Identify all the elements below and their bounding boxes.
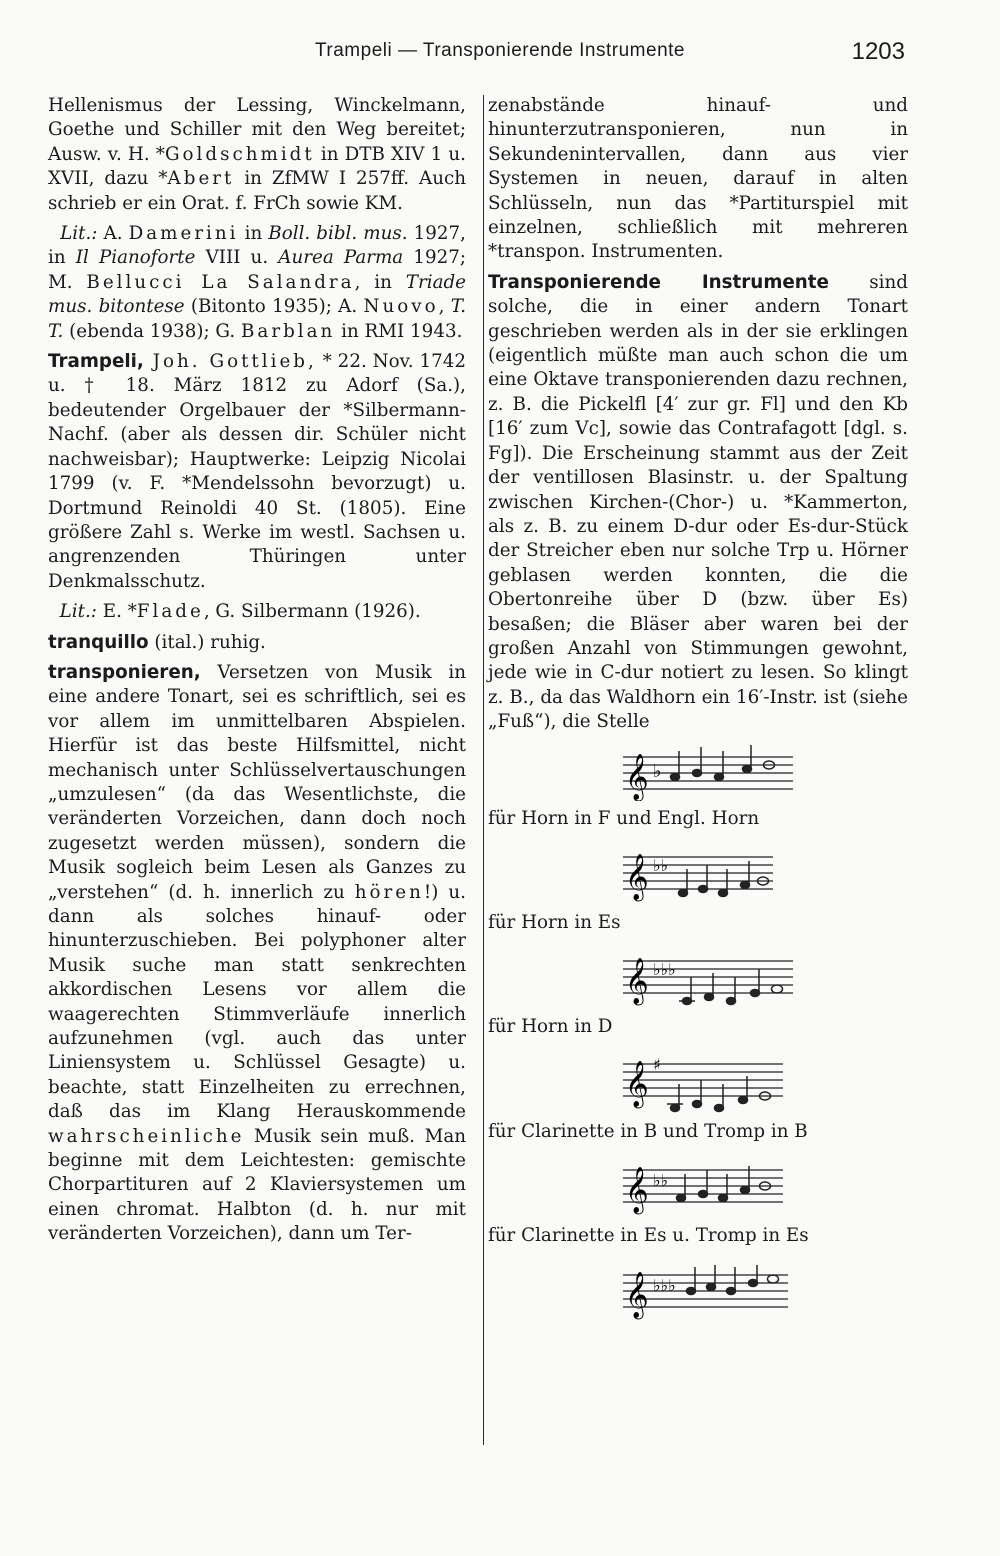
page-header	[0, 40, 1000, 72]
flat-icon: ♭	[653, 760, 662, 782]
transponieren-continuation: zenabstände hinauf- und hinunterzutransponieren, nun in Sekundenintervallen, dann aus vier Systemen in neuen, darauf in alten Schlüsseln, nun das *Partiturspiel mit einzelnen, schließlich mit mehreren *transpon. Instrumenten.	[488, 95, 908, 263]
spaced-name: Joh. Gottlieb,	[143, 351, 317, 373]
text-run: in DTB XIV 1 u. XVII, dazu *	[48, 143, 466, 190]
example-caption: für Horn in D	[488, 1016, 613, 1038]
treble-clef-icon: 𝄞	[625, 753, 649, 800]
treble-clef-icon: 𝄞	[625, 1271, 649, 1318]
staff-svg	[623, 1160, 803, 1218]
treble-clef-icon: 𝄞	[625, 1167, 649, 1214]
headword-transponierende-instrumente: Transponierende Instrumente	[488, 271, 829, 293]
text-run: 1927, in	[48, 223, 466, 269]
treble-clef-icon: 𝄞	[625, 1060, 649, 1107]
example-caption: für Horn in Es	[488, 911, 621, 933]
text-run: in RMI 1943.	[335, 320, 463, 342]
staff-notation	[623, 1265, 803, 1323]
entry-tranquillo	[48, 631, 466, 655]
staff-notation	[623, 847, 803, 905]
staff-notation	[623, 951, 803, 1009]
entry-text: (ital.) ruhig.	[148, 631, 266, 653]
entry-transponierende-instrumente	[488, 271, 908, 735]
flat-icon: ♭♭	[653, 855, 669, 875]
headword-transponieren: transponieren,	[48, 661, 201, 683]
staff-notation	[623, 1056, 803, 1114]
music-example-original	[488, 743, 908, 801]
italic-title: Aurea Parma	[278, 247, 404, 269]
right-column	[488, 94, 908, 1323]
spaced-name: Barblan	[241, 320, 336, 342]
spaced-word: hören	[354, 881, 424, 903]
spaced-name: Bellucci La Salandra	[86, 271, 355, 293]
flat-icon: ♭♭♭	[653, 1275, 676, 1295]
headword-tranquillo: tranquillo	[48, 631, 149, 653]
entry-transponieren	[48, 661, 466, 1247]
text-run: VIII u.	[195, 247, 279, 269]
staff-svg	[623, 1265, 803, 1323]
text-run: 1927; M.	[48, 247, 466, 293]
spaced-name: Nuovo	[363, 296, 439, 318]
spaced-name: Goldschmidt	[164, 143, 315, 165]
spaced-name: Damerini	[128, 223, 239, 245]
spaced-name: Flade	[136, 601, 204, 623]
spaced-name: Abert	[167, 168, 235, 190]
italic-title: T. T.	[48, 296, 467, 342]
staff-notation	[623, 743, 803, 801]
text-run: ,	[438, 296, 451, 318]
text-run: , in	[354, 271, 406, 293]
entry-text: !) u. dann als solches hinauf- oder hinunterzuschieben. Bei polyphoner alter Musik suche man statt senkrechten akkordischen Lesens vor allem die waagerechten Stimmverläufe innerlich aufzunehmen (vgl. auch das unter Liniensystem u. Schlüssel Gesagte) u. beachte, statt Einzelheiten zu errechnen, daß das im Klang Herauskommende	[48, 881, 466, 1123]
sharp-icon: ♯	[653, 1055, 661, 1074]
staff-notation	[623, 1160, 803, 1218]
entry-text: * 22. Nov. 1742 u. † 18. März 1812 zu Adorf (Sa.), bedeutender Orgelbauer der *Silbermann-Nachf. (aber als dessen dir. Schüler nicht nachweisbar); Hauptwerke: Leipzig Nicolai 1799 (v. F. *Mendelssohn bevorzugt) u. Dortmund Reinoldi 40 St. (1805). Eine größere Zahl s. Werke im westl. Sachsen u. angrenzenden Thüringen unter Denkmalsschutz.	[48, 351, 466, 592]
entry-text: sind solche, die in einer andern Tonart geschrieben werden als in der sie erklingen (eigentlich müßte man auch schon die um eine Oktave transponierenden dazu rechnen, z. B. die Pickelfl [4′ zur gr. Fl] und den Kb [16′ zum Vc], sowie das Contrafagott [dgl. s. Fg]). Die Erscheinung stammt aus der Zeit der ventillosen Blasinstr. u. der Spaltung zwischen Kirchen-(Chor-) u. *Kammerton, als z. B. zu einem D-dur oder Es-dur-Stück der Streicher eben nur solche Trp u. Hörner geblasen werden konnten, die die Obertonreihe über D (bzw. über Es) besaßen; die Bläser aber waren bei der großen Anzahl von Stimmungen gewohnt, jede wie in C-dur notiert zu lesen. So klingt z. B., da das Waldhorn ein 16′-Instr. ist (siehe „Fuß“), die Stelle	[488, 271, 908, 733]
staff-svg	[623, 1056, 803, 1114]
text-run: Hellenismus der Lessing, Winckelmann, Goethe und Schiller mit den Weg bereitet; Ausw. v. H. *	[48, 95, 466, 165]
staff-svg	[623, 743, 803, 801]
literature-paragraph	[48, 222, 466, 344]
page-number: 1203	[851, 38, 905, 65]
flat-icon: ♭♭♭	[653, 960, 676, 980]
entry-text: Versetzen von Musik in eine andere Tonart, sei es schriftlich, sei es vor allem im unmittelbaren Abspielen. Hierfür ist das beste Hilfsmittel, nicht mechanisch unter Schlüsselvertauschungen „umzulesen“ (da das Wesentlichste, die veränderten Vorzeichen, dann doch noch zugesetzt werden müssen), sondern die Musik sogleich beim Lesen als Ganzes zu „verstehen“ (d. h. innerlich zu	[48, 661, 466, 903]
treble-clef-icon: 𝄞	[625, 853, 649, 900]
example-caption: für Clarinette in Es u. Tromp in Es	[488, 1225, 809, 1247]
text-run: in	[238, 223, 269, 245]
staff-svg	[623, 847, 803, 905]
flat-icon: ♭♭	[653, 1171, 669, 1191]
italic-title: Boll. bibl. mus.	[268, 223, 408, 245]
staff-svg	[623, 951, 803, 1009]
running-title: Trampeli — Transponierende Instrumente	[315, 40, 685, 61]
example-caption: für Horn in F und Engl. Horn	[488, 807, 760, 829]
italic-title: Triade mus. bitontese	[48, 271, 466, 318]
text-run: A.	[97, 223, 129, 245]
text-run: (ebenda 1938); G.	[63, 320, 241, 342]
hellenismus-paragraph	[48, 94, 466, 216]
entry-trampeli	[48, 350, 466, 594]
text-run: (Bitonto 1935); A.	[184, 296, 364, 318]
column-divider	[483, 95, 484, 1445]
left-column	[48, 94, 466, 1253]
literature-paragraph	[48, 600, 466, 624]
text-run: E. *	[96, 601, 137, 623]
entry-text: Musik sein muß. Man beginne mit dem Leichtesten: gemischte Chorpartituren auf 2 Klaviersystemen um einen chromat. Halbton (d. h. nur mit veränderten Vorzeichen), dann um Ter-	[48, 1125, 466, 1245]
text-run: , G. Silbermann (1926).	[203, 601, 421, 623]
headword-trampeli: Trampeli,	[48, 351, 144, 373]
treble-clef-icon: 𝄞	[625, 958, 649, 1005]
example-caption: für Clarinette in B und Tromp in B	[488, 1120, 808, 1142]
lit-label: Lit.:	[60, 223, 98, 245]
lit-label: Lit.:	[59, 601, 97, 623]
text-run: in ZfMW I 257ff. Auch schrieb er ein Orat. f. FrCh sowie KM.	[48, 168, 466, 214]
italic-title: Il Pianoforte	[75, 247, 196, 269]
spaced-word: wahrscheinliche	[48, 1125, 245, 1147]
